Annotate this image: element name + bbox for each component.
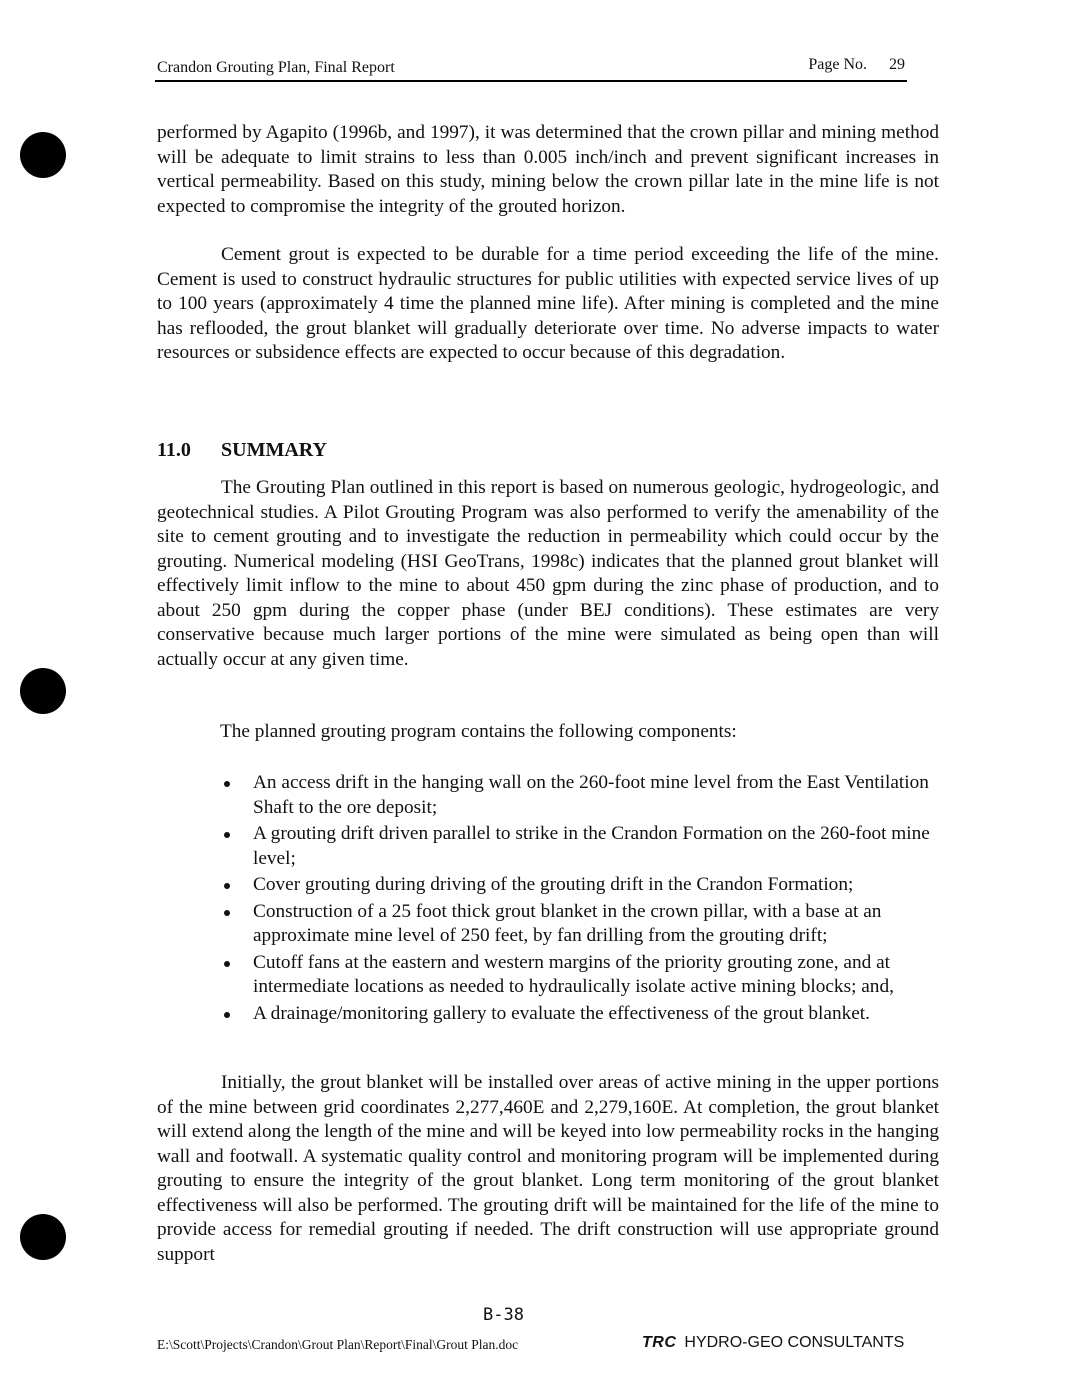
binder-hole-middle	[20, 668, 66, 714]
bullet-icon	[224, 1012, 230, 1018]
company-footer	[642, 1334, 904, 1352]
paragraph-components-intro: The planned grouting program contains the following components:	[220, 721, 737, 742]
paragraph-durability: Cement grout is expected to be durable for a time period exceeding the life of the mine. Cement is used to construct hydraulic structures for public utilities with expected service lives of up to 100 years (approximately 4 time the planned mine life). After mining is completed and the mine has reflooded, the grout blanket will gradually deteriorate over time. No adverse impacts to water resources or subsidence effects are expected to occur because of this degradation.	[157, 244, 939, 363]
components-list	[220, 771, 940, 1028]
page-label: Page No.	[808, 56, 867, 73]
section-title: SUMMARY	[221, 439, 327, 461]
section-heading	[157, 439, 327, 462]
paragraph-continued: performed by Agapito (1996b, and 1997), it was determined that the crown pillar and mining method will be adequate to limit strains to less than 0.005 inch/inch and prevent significant increases in vertical permeability. Based on this study, mining below the crown pillar late in the mine life is not expected to compromise the integrity of the grouted horizon.	[157, 122, 939, 217]
bullet-icon	[224, 883, 230, 889]
page-number: 29	[889, 56, 905, 73]
bullet-icon	[224, 910, 230, 916]
list-item: An access drift in the hanging wall on the 260-foot mine level from the East Ventilation Shaft to the ore deposit;	[220, 771, 940, 820]
list-item: A drainage/monitoring gallery to evaluate the effectiveness of the grout blanket.	[220, 1002, 940, 1027]
report-title: Crandon Grouting Plan, Final Report	[157, 59, 395, 76]
binder-hole-top	[20, 132, 66, 178]
page-code: B-38	[483, 1305, 524, 1325]
bullet-icon	[224, 832, 230, 838]
company-logo: TRC	[642, 1334, 677, 1351]
bullet-icon	[224, 781, 230, 787]
bullet-icon	[224, 961, 230, 967]
binder-hole-bottom	[20, 1214, 66, 1260]
paragraph-implementation: Initially, the grout blanket will be installed over areas of active mining in the upper portions of the mine between grid coordinates 2,277,460E and 2,279,160E. At completion, the grout blanket will extend along the length of the mine and will be keyed into low permeability rocks in the hanging wall and footwall. A systematic quality control and monitoring program will be implemented during grouting to ensure the integrity of the grout blanket. Long term monitoring of the grout blanket effectiveness will also be performed. The grouting drift will be maintained for the life of the mine to provide access for remedial grouting if needed. The drift construction will use appropriate ground support	[157, 1072, 939, 1265]
paragraph-summary: The Grouting Plan outlined in this report is based on numerous geologic, hydrogeologic, and geotechnical studies. A Pilot Grouting Program was also performed to verify the amenability of the site to cement grouting and to investigate the reduction in permeability which could occur by the grouting. Numerical modeling (HSI GeoTrans, 1998c) indicates that the planned grout blanket will effectively limit inflow to the mine to about 450 gpm during the zinc phase of production, and to about 250 gpm during the copper phase (under BEJ conditions). These estimates are very conservative because much larger portions of the mine were simulated as being open than will actually occur at any given time.	[157, 477, 939, 670]
page-number-block	[808, 56, 905, 74]
list-item: Cover grouting during driving of the grouting drift in the Crandon Formation;	[220, 873, 940, 898]
list-item: A grouting drift driven parallel to strike in the Crandon Formation on the 260-foot mine level;	[220, 822, 940, 871]
file-path: E:\Scott\Projects\Crandon\Grout Plan\Report\Final\Grout Plan.doc	[157, 1337, 519, 1352]
list-item: Construction of a 25 foot thick grout blanket in the crown pillar, with a base at an approximate mine level of 250 feet, by fan drilling from the grouting drift;	[220, 900, 940, 949]
list-item: Cutoff fans at the eastern and western margins of the priority grouting zone, and at intermediate locations as needed to hydraulically isolate active mining blocks; and,	[220, 951, 940, 1000]
page-header	[155, 58, 907, 82]
company-name: HYDRO-GEO CONSULTANTS	[684, 1334, 905, 1351]
section-number: 11.0	[157, 439, 191, 461]
